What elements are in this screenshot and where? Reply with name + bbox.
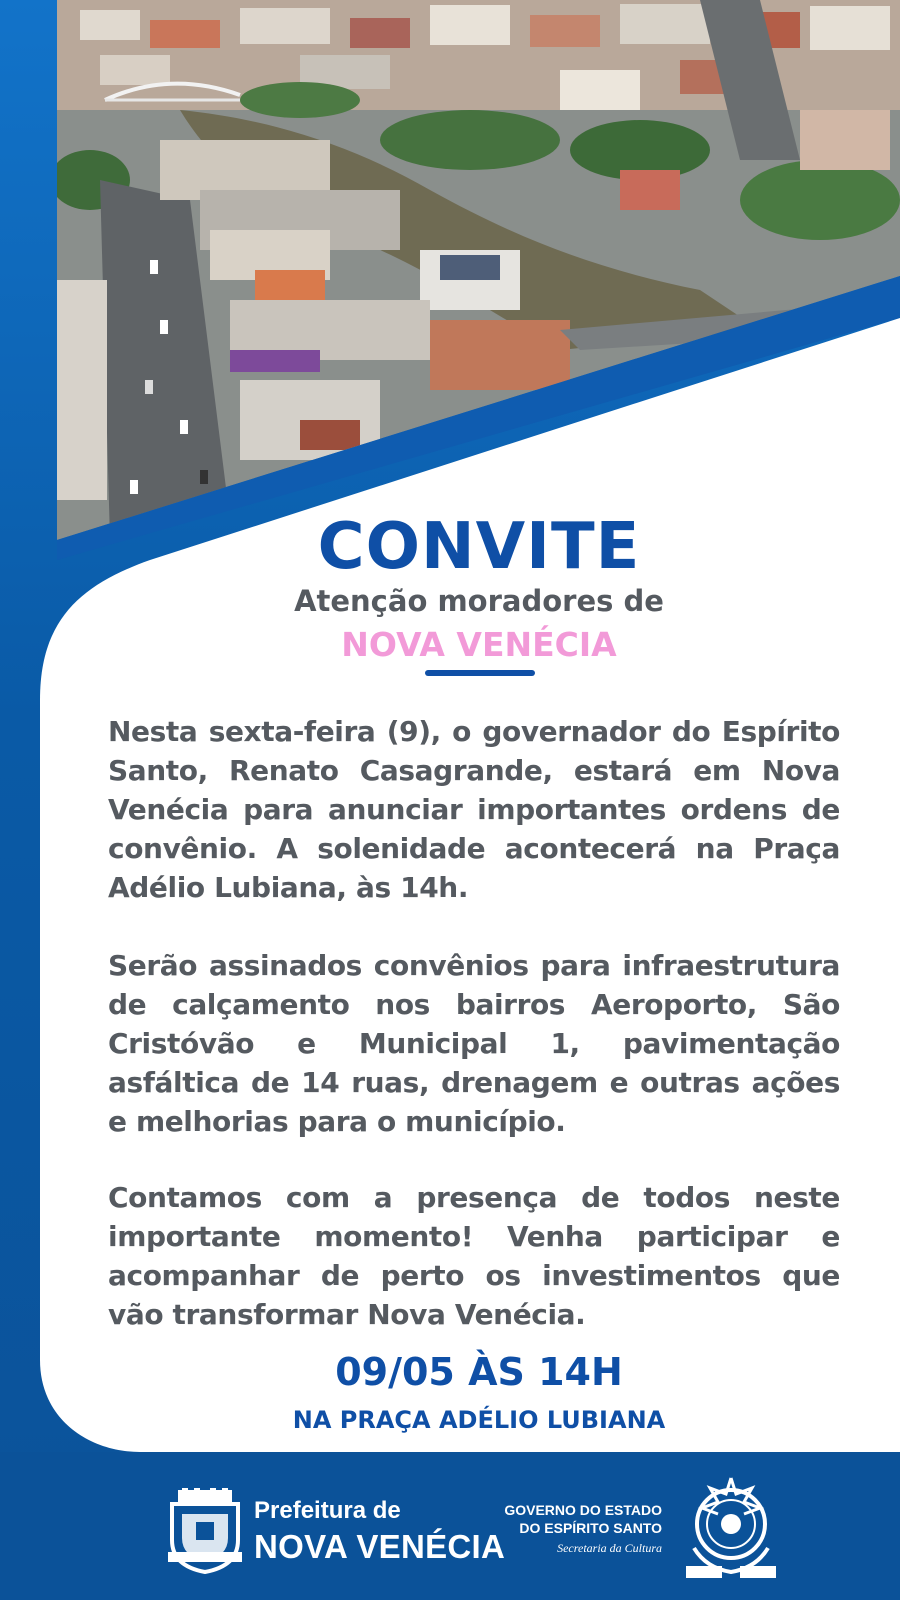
subtitle: Atenção moradores de: [294, 584, 664, 618]
invitation-title: CONVITE: [317, 510, 641, 584]
state-coat-of-arms-icon: [676, 1468, 786, 1588]
event-place: NA PRAÇA ADÉLIO LUBIANA: [292, 1406, 666, 1434]
prefeitura-city-label: NOVA VENÉCIA: [254, 1528, 506, 1565]
title-underline: [425, 670, 535, 676]
paragraph-agreements: Serão assinados convênios para infraestrutura de calçamento nos bairros Aeroporto, São Cristóvão e Municipal 1, pavimentação asfáltica de 14 ruas, drenagem e outras ações e melhorias para o município.: [108, 949, 840, 1138]
city-name: NOVA VENÉCIA: [341, 625, 617, 664]
prefeitura-coat-of-arms-icon: [166, 1488, 244, 1574]
event-date-time: 09/05 ÀS 14H: [335, 1350, 623, 1394]
secretaria-label: Secretaria da Cultura: [557, 1541, 662, 1555]
paragraph-call-to-action: Contamos com a presença de todos neste importante momento! Venha participar e acompanhar de perto os investimentos que vão transformar Nova Venécia.: [108, 1181, 840, 1331]
governo-line-1: GOVERNO DO ESTADO: [504, 1502, 662, 1518]
paragraph-announcement: Nesta sexta-feira (9), o governador do Espírito Santo, Renato Casagrande, estará em Nova Venécia para anunciar importantes ordens de convênio. A solenidade acontecerá na Praça Adélio Lubiana, às 14h.: [108, 715, 840, 904]
prefeitura-label: Prefeitura de: [254, 1497, 401, 1524]
governo-line-2: DO ESPÍRITO SANTO: [519, 1520, 662, 1536]
